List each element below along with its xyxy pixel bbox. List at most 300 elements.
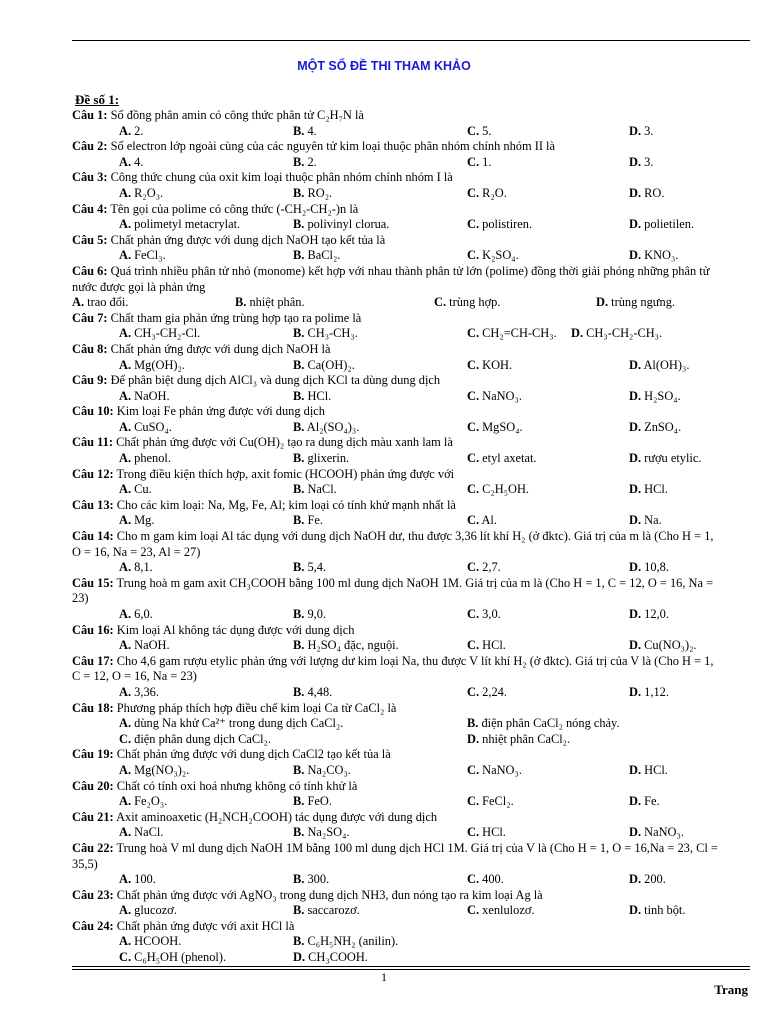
option-text: Al₂(SO₄)₃. <box>306 419 360 434</box>
question-text: Chất có tính oxi hoá nhưng không có tính khử là <box>113 778 358 793</box>
option-letter: C. <box>467 388 480 403</box>
option-text: Mg(OH)₂. <box>134 357 185 372</box>
page-title: MỘT SỐ ĐỀ THI THAM KHẢO <box>297 59 471 73</box>
question-stem <box>72 841 722 872</box>
question-text: Phương pháp thích hợp điều chế kim loại Ca từ CaCl₂ là <box>113 700 397 715</box>
question-number: Câu 16: <box>72 622 114 637</box>
answer-option-b <box>235 295 305 311</box>
question-number: Câu 1: <box>72 108 108 122</box>
option-text: RO. <box>644 185 665 200</box>
option-letter: D. <box>629 482 642 497</box>
answer-option-d <box>629 389 681 405</box>
answer-option-b <box>293 326 358 342</box>
option-letter: D. <box>571 326 584 341</box>
option-text: 5,4. <box>307 560 327 575</box>
answer-option-b <box>467 716 620 732</box>
option-text: glucozơ. <box>134 903 177 918</box>
option-text: C₂H₅OH. <box>482 482 530 497</box>
option-text: CuSO₄. <box>134 419 172 434</box>
question-stem <box>72 373 722 389</box>
option-letter: A. <box>119 638 132 653</box>
question-number: Câu 15: <box>72 575 114 590</box>
answer-option-a <box>119 420 172 436</box>
option-letter: B. <box>293 513 305 528</box>
option-row <box>72 732 722 748</box>
question-number: Câu 6: <box>72 263 108 278</box>
option-letter: D. <box>596 295 609 310</box>
option-letter: B. <box>293 638 305 653</box>
question-text: Kim loại Fe phản ứng được với dung dịch <box>113 404 325 419</box>
answer-option-c <box>119 950 226 966</box>
option-letter: C. <box>467 825 480 840</box>
option-letter: C. <box>467 560 480 575</box>
question-number: Câu 12: <box>72 466 114 481</box>
answer-option-c <box>467 358 512 374</box>
question-text: Chất phản ứng được với dung dịch NaOH tạo kết tủa là <box>107 232 386 247</box>
option-letter: A. <box>119 684 132 699</box>
option-letter: C. <box>467 607 480 621</box>
answer-option-d <box>629 124 653 140</box>
answer-option-d <box>629 763 668 779</box>
question-number: Câu 14: <box>72 529 114 544</box>
option-letter: B. <box>293 217 305 232</box>
option-text: Fe₂O₃. <box>134 794 168 809</box>
answer-option-b <box>293 560 326 576</box>
option-text: CH₂=CH-CH₃. <box>482 326 557 341</box>
question-text: Chất phản ứng được với dung dịch NaOH là <box>107 341 331 356</box>
option-letter: A. <box>119 154 132 169</box>
option-letter: D. <box>629 638 642 653</box>
answer-option-d <box>629 248 678 264</box>
option-letter: A. <box>119 248 132 263</box>
option-letter: D. <box>629 451 642 466</box>
question-number: Câu 24: <box>72 918 114 933</box>
question-text: Số electron lớp ngoài cùng của các nguyên tử kim loại thuộc phân nhóm chính nhóm II là <box>107 139 555 154</box>
question-text: Axit aminoaxetic (H₂NCH₂COOH) tác dụng được với dung dịch <box>113 809 438 824</box>
answer-option-d <box>629 872 666 888</box>
answer-option-a <box>119 326 200 342</box>
answer-option-d <box>629 155 653 171</box>
option-letter: B. <box>293 794 305 809</box>
option-text: ZnSO₄. <box>644 419 682 434</box>
question-stem <box>72 576 722 607</box>
page-label: Trang <box>714 982 748 997</box>
option-row <box>72 217 722 233</box>
option-letter: A. <box>119 934 132 949</box>
option-letter: C. <box>467 482 480 497</box>
answer-option-b <box>293 217 389 233</box>
answer-option-a <box>119 451 171 467</box>
option-letter: C. <box>467 326 480 341</box>
option-text: polimetyl metacrylat. <box>134 217 241 232</box>
question-text: Trung hoà m gam axit CH₃COOH bằng 100 ml dung dịch NaOH 1M. Giá trị của m là (Cho H = 1, C = 12, O = 16, Na = 23) <box>72 575 714 606</box>
option-letter: D. <box>629 762 642 777</box>
option-text: 300. <box>307 872 330 887</box>
answer-option-c <box>467 763 522 779</box>
option-letter: C. <box>467 794 480 809</box>
answer-option-d <box>629 358 689 374</box>
option-text: KOH. <box>482 357 513 372</box>
option-row <box>72 903 722 919</box>
option-text: HCl. <box>644 762 668 777</box>
answer-option-c <box>119 732 271 748</box>
option-text: HCOOH. <box>134 934 182 949</box>
option-letter: C. <box>467 513 480 528</box>
question-text: Để phân biệt dung dịch AlCl₃ và dung dịch KCl ta dùng dung dịch <box>107 373 441 388</box>
option-letter: A. <box>119 357 132 372</box>
option-letter: C. <box>467 185 480 200</box>
option-letter: C. <box>467 638 480 653</box>
option-text: Fe. <box>644 794 660 809</box>
option-text: K₂SO₄. <box>482 248 519 263</box>
answer-option-c <box>467 482 529 498</box>
option-text: Fe. <box>307 513 323 528</box>
option-letter: C. <box>467 419 480 434</box>
option-letter: A. <box>119 560 132 575</box>
answer-option-b <box>293 685 332 701</box>
option-letter: C. <box>467 217 480 232</box>
answer-option-a <box>119 155 143 171</box>
question-stem <box>72 342 722 358</box>
option-letter: A. <box>119 513 132 528</box>
option-letter: B. <box>293 451 305 466</box>
answer-option-a <box>119 763 189 779</box>
option-letter: B. <box>293 825 305 840</box>
answer-option-c <box>467 186 507 202</box>
option-text: 100. <box>134 872 156 887</box>
answer-option-b <box>293 763 351 779</box>
answer-option-b <box>293 482 337 498</box>
page-number: 1 <box>381 970 387 984</box>
option-letter: B. <box>293 482 305 497</box>
option-letter: A. <box>119 872 132 887</box>
answer-option-a <box>119 638 170 654</box>
option-letter: D. <box>629 185 642 200</box>
option-text: NaNO₃. <box>644 825 684 840</box>
answer-option-a <box>119 685 159 701</box>
question-stem <box>72 202 722 218</box>
answer-option-d <box>629 638 697 654</box>
answer-option-c <box>467 872 504 888</box>
answer-option-d <box>629 560 669 576</box>
option-text: R₂O. <box>482 185 507 200</box>
option-text: 4. <box>134 154 144 169</box>
answer-option-a <box>119 217 240 233</box>
answer-option-c <box>467 825 506 841</box>
answer-option-d <box>629 217 694 233</box>
option-row <box>72 358 722 374</box>
option-text: 10,8. <box>644 560 669 575</box>
question-stem <box>72 435 722 451</box>
option-text: tinh bột. <box>644 903 686 918</box>
option-row <box>72 950 722 966</box>
question-text: Tên gọi của polime có công thức (-CH₂-CH₂-)n là <box>107 201 359 216</box>
question-stem <box>72 701 722 717</box>
option-letter: B. <box>293 762 305 777</box>
answer-option-c <box>467 124 491 140</box>
question-number: Câu 4: <box>72 201 108 216</box>
option-text: FeO. <box>307 794 332 809</box>
option-letter: C. <box>434 295 447 310</box>
option-text: CH₃-CH₃. <box>307 326 358 341</box>
option-letter: B. <box>293 872 305 887</box>
answer-option-b <box>293 934 398 950</box>
answer-option-a <box>119 560 153 576</box>
option-row <box>72 685 722 701</box>
option-letter: B. <box>235 295 247 310</box>
option-letter: D. <box>629 217 642 232</box>
option-text: NaNO₃. <box>482 762 522 777</box>
answer-option-a <box>119 124 143 140</box>
option-text: xenlulozơ. <box>482 903 535 918</box>
option-text: 1,12. <box>644 684 669 699</box>
answer-option-b <box>293 638 399 654</box>
option-letter: B. <box>293 934 305 949</box>
option-text: 2,7. <box>482 560 501 575</box>
question-text: Công thức chung của oxit kim loại thuộc phân nhóm chính nhóm I là <box>107 170 453 185</box>
option-row <box>72 482 722 498</box>
answer-option-d <box>293 950 368 966</box>
answer-option-a <box>119 903 177 919</box>
option-row <box>72 451 722 467</box>
answer-option-c <box>467 903 534 919</box>
option-row <box>72 186 722 202</box>
question-stem <box>72 311 722 327</box>
question-number: Câu 2: <box>72 139 108 154</box>
option-text: điện phân dung dịch CaCl₂. <box>134 731 271 746</box>
option-letter: C. <box>467 451 480 466</box>
option-letter: B. <box>293 326 305 341</box>
option-letter: A. <box>119 326 132 341</box>
question-text: Cho các kim loại: Na, Mg, Fe, Al; kim loại có tính khử mạnh nhất là <box>113 497 456 512</box>
answer-option-b <box>293 155 317 171</box>
question-stem <box>72 498 722 514</box>
option-row <box>72 248 722 264</box>
option-text: polistiren. <box>482 217 533 232</box>
answer-option-a <box>72 295 128 311</box>
option-text: trùng hợp. <box>449 295 501 310</box>
option-row <box>72 607 722 623</box>
option-text: saccarozơ. <box>307 903 360 918</box>
answer-option-a <box>119 248 166 264</box>
question-number: Câu 20: <box>72 778 114 793</box>
option-letter: B. <box>293 123 305 138</box>
question-text: Chất phản ứng được với dung dịch CaCl2 tạo kết tủa là <box>113 747 391 762</box>
option-text: polivinyl clorua. <box>307 217 390 232</box>
answer-option-c <box>467 326 557 342</box>
option-letter: D. <box>293 950 306 965</box>
answer-option-c <box>467 794 514 810</box>
question-number: Câu 5: <box>72 232 108 247</box>
question-text: Chất tham gia phản ứng trùng hợp tạo ra polime là <box>107 310 362 325</box>
option-letter: A. <box>119 482 132 497</box>
answer-option-a <box>119 716 343 732</box>
option-letter: A. <box>119 419 132 434</box>
question-text: Trong điều kiện thích hợp, axit fomic (HCOOH) phản ứng được với <box>113 466 455 481</box>
option-row <box>72 638 722 654</box>
question-text: Chất phản ứng được với axit HCl là <box>113 918 295 933</box>
option-letter: B. <box>293 357 305 372</box>
question-stem <box>72 170 722 186</box>
option-text: HCl. <box>482 825 506 840</box>
option-row <box>72 794 722 810</box>
answer-option-a <box>119 934 181 950</box>
option-letter: D. <box>629 794 642 809</box>
option-text: NaOH. <box>134 388 170 403</box>
option-row <box>72 155 722 171</box>
option-text: C₆H₅NH₂ (anilin). <box>307 934 399 949</box>
option-text: 3. <box>644 123 654 138</box>
option-row <box>72 763 722 779</box>
option-text: 1. <box>482 154 492 169</box>
option-text: NaOH. <box>134 638 170 653</box>
option-letter: C. <box>119 731 132 746</box>
option-text: Cu. <box>134 482 152 497</box>
answer-option-a <box>119 513 154 529</box>
option-text: CH₃-CH₂-Cl. <box>134 326 201 341</box>
question-text: Quá trình nhiều phân tử nhỏ (monome) kết hợp với nhau thành phân tử lớn (polime) đồng thời giải phóng những phân tử nước được gọi là phản ứng <box>72 263 710 294</box>
question-stem <box>72 108 722 124</box>
question-stem <box>72 654 722 685</box>
option-text: Ca(OH)₂. <box>307 357 355 372</box>
option-letter: B. <box>293 903 305 918</box>
option-letter: A. <box>119 217 132 232</box>
option-text: Na₂CO₃. <box>307 762 351 777</box>
option-letter: B. <box>467 716 479 731</box>
option-text: BaCl₂. <box>307 248 341 263</box>
answer-option-c <box>467 513 497 529</box>
option-letter: C. <box>467 872 480 887</box>
option-letter: A. <box>119 123 132 138</box>
question-text: Cho 4,6 gam rượu etylic phản ứng với lượng dư kim loại Na, thu được V lít khí H₂ (ở đktc). Giá trị của V là (Cho H = 1, C = 12, O = 16, Na = 23) <box>72 653 714 684</box>
option-letter: A. <box>119 762 132 777</box>
option-text: Mg(NO₃)₂. <box>134 762 190 777</box>
option-text: Na₂SO₄. <box>307 825 350 840</box>
question-number: Câu 22: <box>72 840 114 855</box>
option-letter: A. <box>119 825 132 840</box>
option-row <box>72 872 722 888</box>
option-text: Al. <box>481 513 497 528</box>
option-letter: C. <box>467 357 480 372</box>
option-letter: C. <box>467 123 480 138</box>
answer-option-c <box>467 217 532 233</box>
answer-option-d <box>629 685 669 701</box>
answer-option-b <box>293 607 326 623</box>
option-text: 200. <box>644 872 666 887</box>
option-letter: D. <box>629 825 642 840</box>
option-letter: B. <box>293 607 305 621</box>
question-number: Câu 18: <box>72 700 114 715</box>
option-text: CH₃COOH. <box>308 950 368 965</box>
question-number: Câu 11: <box>72 435 113 450</box>
option-row <box>72 124 722 140</box>
question-stem <box>72 779 722 795</box>
answer-option-a <box>119 607 153 623</box>
option-text: 400. <box>482 872 504 887</box>
answer-option-d <box>629 451 701 467</box>
question-number: Câu 13: <box>72 497 114 512</box>
question-text: Trung hoà V ml dung dịch NaOH 1M bằng 100 ml dung dịch HCl 1M. Giá trị của V là (Cho H = 1, O = 16,Na = 23, Cl = 35,5) <box>72 840 718 871</box>
option-text: 2,24. <box>482 684 507 699</box>
option-text: 4. <box>307 123 317 138</box>
question-number: Câu 19: <box>72 747 114 762</box>
answer-option-b <box>293 186 332 202</box>
option-text: 2. <box>307 154 317 169</box>
option-letter: B. <box>293 684 305 699</box>
option-text: 3,0. <box>482 607 501 621</box>
answer-option-c <box>467 248 519 264</box>
answer-option-b <box>293 513 323 529</box>
question-text: Chất phản ứng được với Cu(OH)₂ tạo ra dung dịch màu xanh lam là <box>112 435 453 450</box>
option-letter: A. <box>72 295 85 310</box>
option-letter: A. <box>119 716 132 731</box>
option-letter: B. <box>293 154 305 169</box>
option-letter: D. <box>629 419 642 434</box>
option-text: Mg. <box>134 513 155 528</box>
question-stem <box>72 404 722 420</box>
question-stem <box>72 529 722 560</box>
option-letter: B. <box>293 185 305 200</box>
option-row <box>72 825 722 841</box>
option-text: NaCl. <box>307 482 337 497</box>
answer-option-d <box>467 732 570 748</box>
option-text: C₆H₅OH (phenol). <box>134 950 227 965</box>
option-text: HCl. <box>307 388 332 403</box>
option-text: nhiệt phân CaCl₂. <box>482 731 571 746</box>
question-list <box>72 108 722 966</box>
answer-option-a <box>119 389 170 405</box>
option-text: dùng Na khử Ca²⁺ trong dung dịch CaCl₂. <box>134 716 344 731</box>
answer-option-c <box>467 638 506 654</box>
option-text: 6,0. <box>134 607 153 621</box>
question-number: Câu 7: <box>72 310 108 325</box>
option-text: Al(OH)₃. <box>643 357 690 372</box>
option-text: glixerin. <box>307 451 350 466</box>
option-text: KNO₃. <box>644 248 679 263</box>
option-text: Cu(NO₃)₂. <box>644 638 697 653</box>
option-text: 12,0. <box>644 607 669 621</box>
option-text: etyl axetat. <box>482 451 537 466</box>
answer-option-a <box>119 872 156 888</box>
option-letter: D. <box>629 513 642 528</box>
option-text: Na. <box>644 513 662 528</box>
answer-option-d <box>629 420 681 436</box>
option-row <box>72 934 722 950</box>
option-letter: D. <box>629 684 642 699</box>
answer-option-b <box>293 872 329 888</box>
option-letter: D. <box>629 154 642 169</box>
option-row <box>72 560 722 576</box>
option-text: nhiệt phân. <box>249 295 305 310</box>
option-letter: B. <box>293 560 305 575</box>
question-number: Câu 8: <box>72 341 108 356</box>
option-text: 5. <box>482 123 492 138</box>
option-text: MgSO₄. <box>482 419 523 434</box>
option-letter: C. <box>467 154 480 169</box>
option-letter: A. <box>119 388 132 403</box>
option-letter: A. <box>119 794 132 809</box>
option-text: rượu etylic. <box>644 451 702 466</box>
answer-option-d <box>629 482 668 498</box>
answer-option-d <box>629 903 685 919</box>
option-letter: D. <box>629 607 642 621</box>
option-text: trao đổi. <box>87 295 129 310</box>
option-text: FeCl₂. <box>482 794 514 809</box>
question-text: Chất phản ứng được với AgNO₃ trong dung dịch NH3, đun nóng tạo ra kim loại Ag là <box>113 887 543 902</box>
question-text: Số đồng phân amin có công thức phân tử C₂H₇N là <box>107 108 364 122</box>
question-text: Kim loại Al không tác dụng được với dung dịch <box>113 622 355 637</box>
answer-option-b <box>293 903 360 919</box>
